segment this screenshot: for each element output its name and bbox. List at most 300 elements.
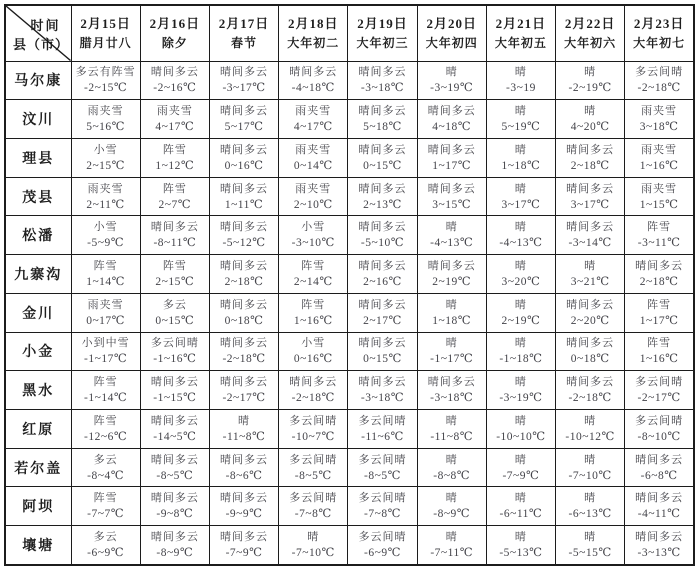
temperature-range: -6~13℃ <box>568 508 612 521</box>
weather-condition: 晴间多云 <box>427 182 476 195</box>
weather-condition: 阵雪 <box>647 337 672 350</box>
forecast-cell <box>417 526 486 565</box>
temperature-range: -4~13℃ <box>499 237 543 250</box>
weather-condition: 阵雪 <box>93 414 118 427</box>
temperature-range: -2~18℃ <box>291 392 335 405</box>
temperature-range: 0~15℃ <box>363 353 402 366</box>
temperature-range: 2~18℃ <box>639 275 679 288</box>
forecast-cell <box>209 255 278 294</box>
weather-condition: 晴 <box>514 259 527 272</box>
weather-condition: 雨夹雪 <box>641 105 678 118</box>
temperature-range: 2~13℃ <box>363 198 402 211</box>
weather-condition: 阵雪 <box>162 259 187 272</box>
column-date: 2月18日 <box>288 16 339 32</box>
weather-condition: 晴 <box>514 337 527 350</box>
weather-condition: 阵雪 <box>301 298 326 311</box>
temperature-range: 3~17℃ <box>501 198 541 211</box>
column-festival: 大年初七 <box>633 36 686 51</box>
forecast-cell <box>279 61 348 100</box>
column-festival: 大年初五 <box>494 36 547 51</box>
temperature-range: 2~15℃ <box>86 159 126 172</box>
weather-condition: 多云有阵雪 <box>75 66 136 79</box>
weather-condition: 晴间多云 <box>358 143 407 156</box>
forecast-cell <box>71 487 140 526</box>
forecast-cell <box>140 448 209 487</box>
forecast-cell <box>486 177 555 216</box>
temperature-range: 2~7℃ <box>158 198 192 211</box>
temperature-range: 3~20℃ <box>501 275 541 288</box>
weather-condition: 晴间多云 <box>358 105 407 118</box>
temperature-range: -7~11℃ <box>430 547 474 560</box>
weather-condition: 晴 <box>514 221 527 234</box>
temperature-range: -3~13℃ <box>637 547 681 560</box>
county-name: 理县 <box>5 138 71 177</box>
header-row <box>5 5 694 61</box>
forecast-cell <box>140 293 209 332</box>
temperature-range: -2~17℃ <box>222 392 266 405</box>
forecast-cell <box>279 487 348 526</box>
weather-condition: 小到中雪 <box>81 337 130 350</box>
weather-condition: 晴 <box>584 105 597 118</box>
weather-condition: 晴 <box>514 414 527 427</box>
temperature-range: 0~15℃ <box>155 314 195 327</box>
weather-condition: 雨夹雪 <box>295 105 332 118</box>
weather-condition: 晴 <box>445 298 458 311</box>
temperature-range: -7~10℃ <box>568 469 612 482</box>
table-row <box>5 371 694 410</box>
temperature-range: -4~18℃ <box>291 82 335 95</box>
weather-condition: 小雪 <box>93 143 118 156</box>
weather-condition: 晴 <box>514 298 527 311</box>
column-header <box>625 5 694 61</box>
temperature-range: -3~19 <box>506 82 536 95</box>
weather-condition: 阵雪 <box>162 143 187 156</box>
temperature-range: -6~9℃ <box>364 547 401 560</box>
forecast-cell <box>556 371 625 410</box>
weather-forecast-table <box>4 4 695 566</box>
weather-condition: 晴间多云 <box>150 221 199 234</box>
column-header <box>556 5 625 61</box>
forecast-cell <box>625 138 694 177</box>
weather-condition: 晴 <box>514 531 527 544</box>
weather-condition: 晴间多云 <box>220 182 269 195</box>
weather-condition: 晴间多云 <box>150 414 199 427</box>
column-date: 2月22日 <box>564 16 616 32</box>
temperature-range: 5~19℃ <box>501 121 541 134</box>
forecast-cell <box>348 255 417 294</box>
temperature-range: 0~18℃ <box>224 314 264 327</box>
weather-condition: 晴间多云 <box>289 66 338 79</box>
weather-condition: 雨夹雪 <box>87 298 124 311</box>
forecast-cell <box>417 371 486 410</box>
weather-condition: 晴间多云 <box>635 453 684 466</box>
forecast-cell <box>71 255 140 294</box>
forecast-cell <box>486 100 555 139</box>
forecast-cell <box>348 526 417 565</box>
weather-condition: 晴 <box>514 66 527 79</box>
county-name: 壤塘 <box>5 526 71 565</box>
weather-condition: 晴间多云 <box>220 221 269 234</box>
temperature-range: -9~9℃ <box>225 508 263 521</box>
weather-condition: 小雪 <box>93 221 118 234</box>
forecast-cell <box>556 138 625 177</box>
temperature-range: 2~10℃ <box>293 198 333 211</box>
table-row <box>5 255 694 294</box>
weather-condition: 晴 <box>445 337 458 350</box>
temperature-range: 4~20℃ <box>570 121 610 134</box>
temperature-range: 1~18℃ <box>501 159 541 172</box>
weather-condition: 晴间多云 <box>220 492 269 505</box>
forecast-cell <box>556 293 625 332</box>
forecast-cell <box>209 332 278 371</box>
weather-condition: 晴间多云 <box>220 66 269 79</box>
weather-condition: 晴 <box>584 259 597 272</box>
temperature-range: -8~8℃ <box>433 469 471 482</box>
weather-condition: 晴 <box>445 453 458 466</box>
temperature-range: -3~18℃ <box>360 82 405 95</box>
temperature-range: -7~9℃ <box>225 547 263 560</box>
weather-condition: 多云间晴 <box>358 531 407 544</box>
forecast-cell <box>209 409 278 448</box>
forecast-cell <box>209 448 278 487</box>
weather-condition: 多云间晴 <box>635 66 684 79</box>
temperature-range: -10~12℃ <box>565 430 615 443</box>
weather-condition: 晴间多云 <box>220 453 269 466</box>
weather-condition: 晴间多云 <box>220 298 269 311</box>
temperature-range: -8~4℃ <box>87 469 125 482</box>
forecast-cell <box>140 526 209 565</box>
forecast-cell <box>417 61 486 100</box>
forecast-cell <box>625 216 694 255</box>
temperature-range: -10~7℃ <box>291 430 335 443</box>
temperature-range: 1~12℃ <box>155 159 195 172</box>
temperature-range: -3~14℃ <box>568 237 612 250</box>
forecast-cell <box>140 487 209 526</box>
weather-condition: 晴间多云 <box>358 221 407 234</box>
temperature-range: -11~8℃ <box>430 430 474 443</box>
column-header <box>279 5 348 61</box>
temperature-range: 1~15℃ <box>639 198 679 211</box>
column-festival: 大年初六 <box>564 36 617 51</box>
forecast-cell <box>140 409 209 448</box>
forecast-cell <box>417 138 486 177</box>
table-row <box>5 487 694 526</box>
forecast-cell <box>348 371 417 410</box>
weather-condition: 雨夹雪 <box>295 182 332 195</box>
weather-condition: 晴 <box>445 531 458 544</box>
forecast-cell <box>279 216 348 255</box>
weather-condition: 晴间多云 <box>427 105 476 118</box>
forecast-cell <box>209 487 278 526</box>
weather-condition: 多云间晴 <box>150 337 199 350</box>
county-name: 金川 <box>5 293 71 332</box>
forecast-cell <box>556 177 625 216</box>
temperature-range: -7~8℃ <box>294 508 332 521</box>
column-header <box>140 5 209 61</box>
temperature-range: -2~17℃ <box>637 392 681 405</box>
forecast-cell <box>625 100 694 139</box>
forecast-cell <box>71 526 140 565</box>
temperature-range: 0~16℃ <box>293 353 333 366</box>
weather-condition: 晴 <box>584 531 597 544</box>
forecast-cell <box>279 526 348 565</box>
weather-condition: 多云间晴 <box>358 492 407 505</box>
table-body <box>5 61 694 565</box>
column-festival: 大年初二 <box>287 36 340 51</box>
weather-condition: 晴间多云 <box>358 182 407 195</box>
forecast-cell <box>279 371 348 410</box>
weather-condition: 晴间多云 <box>635 492 684 505</box>
weather-condition: 晴间多云 <box>427 376 476 389</box>
weather-condition: 晴间多云 <box>358 259 407 272</box>
weather-condition: 晴间多云 <box>150 66 199 79</box>
temperature-range: -6~8℃ <box>640 469 678 482</box>
temperature-range: 0~15℃ <box>363 159 402 172</box>
county-name: 汶川 <box>5 100 71 139</box>
forecast-cell <box>556 526 625 565</box>
temperature-range: -3~11℃ <box>637 237 681 250</box>
weather-condition: 晴 <box>514 376 527 389</box>
temperature-range: -11~8℃ <box>222 430 266 443</box>
forecast-cell <box>71 138 140 177</box>
weather-condition: 晴间多云 <box>220 376 269 389</box>
temperature-range: -3~10℃ <box>291 237 335 250</box>
temperature-range: 0~17℃ <box>86 314 126 327</box>
column-date: 2月20日 <box>426 16 477 32</box>
county-name: 茂县 <box>5 177 71 216</box>
table-row <box>5 100 694 139</box>
weather-condition: 晴间多云 <box>150 531 199 544</box>
temperature-range: -14~5℃ <box>153 430 197 443</box>
temperature-range: -4~11℃ <box>637 508 681 521</box>
forecast-cell <box>71 293 140 332</box>
weather-condition: 晴 <box>584 66 597 79</box>
weather-condition: 晴 <box>514 453 527 466</box>
forecast-cell <box>348 487 417 526</box>
weather-condition: 晴 <box>514 182 527 195</box>
weather-condition: 雨夹雪 <box>156 105 193 118</box>
weather-condition: 多云间晴 <box>358 453 407 466</box>
column-date: 2月15日 <box>80 16 131 32</box>
temperature-range: 2~15℃ <box>155 275 195 288</box>
forecast-cell <box>625 448 694 487</box>
weather-condition: 阵雪 <box>93 376 118 389</box>
weather-condition: 晴 <box>445 414 458 427</box>
forecast-cell <box>486 526 555 565</box>
weather-condition: 晴间多云 <box>220 143 269 156</box>
column-date: 2月21日 <box>495 16 547 32</box>
forecast-cell <box>486 371 555 410</box>
forecast-cell <box>71 371 140 410</box>
weather-condition: 晴间多云 <box>566 376 615 389</box>
weather-condition: 多云 <box>162 298 187 311</box>
county-name: 松潘 <box>5 216 71 255</box>
temperature-range: 2~19℃ <box>432 275 472 288</box>
temperature-range: -2~18℃ <box>637 82 681 95</box>
temperature-range: -2~16℃ <box>153 82 197 95</box>
weather-condition: 晴间多云 <box>635 259 684 272</box>
column-date: 2月19日 <box>357 16 408 32</box>
forecast-cell <box>279 332 348 371</box>
forecast-cell <box>71 61 140 100</box>
weather-condition: 晴间多云 <box>358 376 407 389</box>
corner-cell <box>5 5 71 61</box>
weather-condition: 阵雪 <box>647 221 672 234</box>
column-header <box>71 5 140 61</box>
weather-condition: 晴 <box>514 492 527 505</box>
forecast-cell <box>279 293 348 332</box>
forecast-cell <box>279 409 348 448</box>
forecast-cell <box>279 100 348 139</box>
forecast-cell <box>71 177 140 216</box>
forecast-cell <box>209 526 278 565</box>
forecast-cell <box>625 61 694 100</box>
forecast-cell <box>486 216 555 255</box>
table-row <box>5 526 694 565</box>
temperature-range: 5~17℃ <box>224 121 264 134</box>
column-date: 2月16日 <box>149 16 201 32</box>
weather-condition: 雨夹雪 <box>641 182 678 195</box>
forecast-cell <box>417 255 486 294</box>
temperature-range: 3~21℃ <box>570 275 610 288</box>
forecast-cell <box>348 177 417 216</box>
temperature-range: 1~16℃ <box>639 353 679 366</box>
temperature-range: 1~16℃ <box>293 314 333 327</box>
weather-condition: 晴间多云 <box>358 298 407 311</box>
temperature-range: -8~9℃ <box>433 508 471 521</box>
forecast-cell <box>625 177 694 216</box>
weather-condition: 晴 <box>514 143 527 156</box>
forecast-cell <box>209 293 278 332</box>
weather-condition: 晴 <box>584 492 597 505</box>
temperature-range: 5~16℃ <box>86 121 126 134</box>
temperature-range: 1~14℃ <box>86 275 126 288</box>
county-name: 阿坝 <box>5 487 71 526</box>
temperature-range: -3~19℃ <box>430 82 474 95</box>
forecast-cell <box>556 332 625 371</box>
forecast-cell <box>348 448 417 487</box>
weather-condition: 晴间多云 <box>427 259 476 272</box>
forecast-cell <box>71 448 140 487</box>
temperature-range: 1~16℃ <box>639 159 679 172</box>
weather-condition: 晴 <box>445 492 458 505</box>
column-header <box>209 5 278 61</box>
forecast-cell <box>556 487 625 526</box>
weather-condition: 晴间多云 <box>150 492 199 505</box>
weather-condition: 晴 <box>514 105 527 118</box>
temperature-range: 2~14℃ <box>293 275 333 288</box>
weather-condition: 晴间多云 <box>220 105 269 118</box>
temperature-range: -4~13℃ <box>430 237 474 250</box>
forecast-cell <box>71 216 140 255</box>
temperature-range: 2~18℃ <box>570 159 610 172</box>
temperature-range: -5~15℃ <box>568 547 612 560</box>
temperature-range: -7~8℃ <box>364 508 401 521</box>
temperature-range: 2~17℃ <box>363 314 402 327</box>
weather-condition: 晴间多云 <box>566 182 615 195</box>
forecast-cell <box>486 487 555 526</box>
temperature-range: -1~17℃ <box>430 353 474 366</box>
forecast-cell <box>348 100 417 139</box>
temperature-range: 0~18℃ <box>570 353 610 366</box>
temperature-range: -6~9℃ <box>87 547 125 560</box>
weather-condition: 晴间多云 <box>150 453 199 466</box>
column-date: 2月23日 <box>633 16 685 32</box>
forecast-cell <box>486 61 555 100</box>
temperature-range: -1~17℃ <box>84 353 128 366</box>
forecast-cell <box>140 255 209 294</box>
forecast-cell <box>279 177 348 216</box>
temperature-range: -8~5℃ <box>294 469 332 482</box>
forecast-cell <box>486 448 555 487</box>
weather-condition: 晴间多云 <box>635 531 684 544</box>
temperature-range: -7~10℃ <box>291 547 335 560</box>
temperature-range: -5~9℃ <box>87 237 125 250</box>
temperature-range: -5~13℃ <box>499 547 543 560</box>
forecast-cell <box>417 100 486 139</box>
temperature-range: -8~5℃ <box>364 469 401 482</box>
county-name: 黑水 <box>5 371 71 410</box>
forecast-cell <box>486 332 555 371</box>
weather-condition: 晴间多云 <box>220 531 269 544</box>
temperature-range: -6~11℃ <box>499 508 543 521</box>
weather-condition: 晴间多云 <box>358 66 407 79</box>
table-row <box>5 177 694 216</box>
temperature-range: 3~17℃ <box>570 198 610 211</box>
forecast-cell <box>209 371 278 410</box>
county-name: 红原 <box>5 409 71 448</box>
temperature-range: -8~11℃ <box>153 237 197 250</box>
weather-condition: 阵雪 <box>93 259 118 272</box>
temperature-range: -5~10℃ <box>360 237 405 250</box>
weather-condition: 多云间晴 <box>358 414 407 427</box>
forecast-cell <box>417 409 486 448</box>
forecast-cell <box>209 61 278 100</box>
weather-condition: 晴间多云 <box>150 376 199 389</box>
weather-condition: 小雪 <box>301 221 326 234</box>
column-festival: 除夕 <box>161 36 188 51</box>
temperature-range: 1~17℃ <box>432 159 472 172</box>
forecast-cell <box>140 332 209 371</box>
column-header <box>417 5 486 61</box>
forecast-cell <box>348 332 417 371</box>
forecast-cell <box>140 61 209 100</box>
forecast-cell <box>140 100 209 139</box>
forecast-cell <box>209 177 278 216</box>
forecast-cell <box>625 526 694 565</box>
county-name: 若尔盖 <box>5 448 71 487</box>
table-row <box>5 293 694 332</box>
forecast-cell <box>417 216 486 255</box>
forecast-cell <box>417 487 486 526</box>
weather-condition: 雨夹雪 <box>87 182 124 195</box>
table-row <box>5 61 694 100</box>
forecast-cell <box>486 409 555 448</box>
weather-condition: 雨夹雪 <box>295 143 332 156</box>
forecast-cell <box>348 138 417 177</box>
forecast-cell <box>486 255 555 294</box>
forecast-cell <box>417 177 486 216</box>
forecast-cell <box>625 332 694 371</box>
temperature-range: 2~16℃ <box>363 275 402 288</box>
temperature-range: -3~18℃ <box>430 392 474 405</box>
temperature-range: -12~6℃ <box>84 430 128 443</box>
county-name: 马尔康 <box>5 61 71 100</box>
forecast-cell <box>279 448 348 487</box>
temperature-range: -7~9℃ <box>502 469 540 482</box>
forecast-cell <box>348 293 417 332</box>
forecast-cell <box>348 216 417 255</box>
